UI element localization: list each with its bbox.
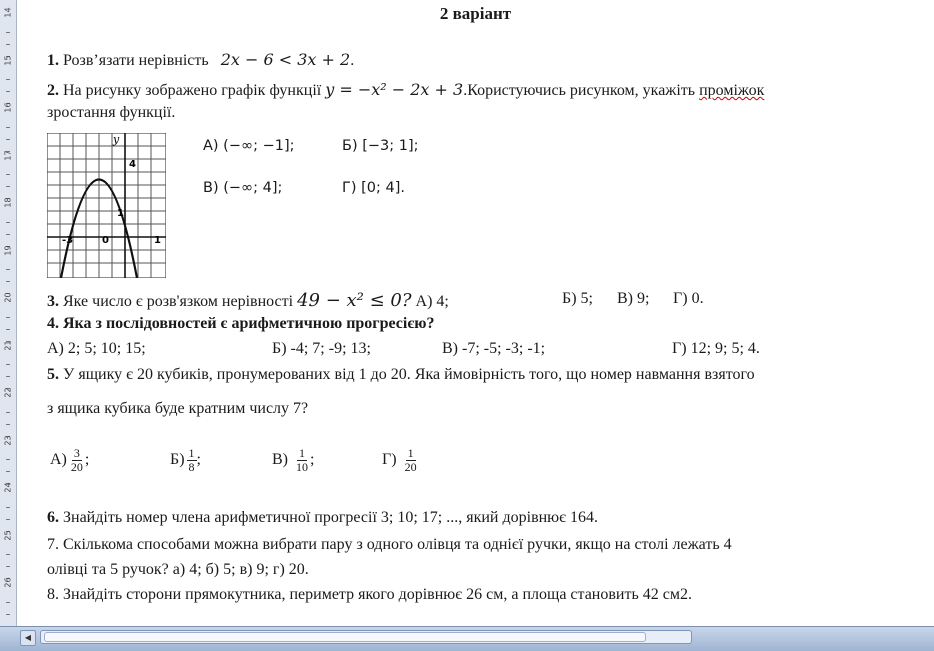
- ruler-number: 18: [3, 197, 13, 208]
- tick-1-x: 1: [154, 235, 161, 246]
- question-3: 3. Яке число є розв'язком нерівності 49 − x² ≤ 0? А) 4;: [47, 290, 449, 311]
- ruler-tick: [6, 32, 10, 33]
- ruler-number: 14: [3, 7, 13, 18]
- q5-option-v: В) $\frac{1}{10}$ ;: [272, 446, 315, 474]
- ruler-tick: [6, 507, 10, 508]
- spellcheck-word: проміжок: [699, 82, 765, 99]
- question-8: 8. Знайдіть сторони прямокутника, периметр якого дорівнює 26 см, а площа становить 42 см2.: [47, 586, 692, 603]
- ruler-tick: [6, 459, 10, 460]
- question-2-line-2: зростання функції.: [47, 104, 176, 121]
- q2-option-b: Б) [−3; 1];: [342, 138, 419, 154]
- q5-option-g: Г) $\frac{1}{20}$: [382, 446, 417, 474]
- q2-option-g: Г) [0; 4].: [342, 180, 405, 196]
- q3-option-g: Г) 0.: [673, 290, 704, 307]
- parabola-graph: [47, 133, 166, 278]
- ruler-number: 24: [3, 482, 13, 493]
- q2-option-a: А) (−∞; −1];: [203, 138, 295, 154]
- question-7-line-2: олівці та 5 ручок? а) 4; б) 5; в) 9; г) 20.: [47, 561, 309, 578]
- ruler-tick: [6, 566, 10, 567]
- question-1: 1. Розв’язати нерівність 2x − 6 < 3x + 2.: [47, 50, 355, 69]
- page-title: 2 варіант: [439, 4, 512, 23]
- ruler-tick: [6, 317, 10, 318]
- question-5-line-2: з ящика кубика буде кратним числу 7?: [47, 400, 309, 417]
- ruler-tick: [6, 519, 10, 520]
- ruler-number: 25: [3, 529, 13, 541]
- ruler-tick: [6, 186, 10, 187]
- document-page: [17, 0, 934, 626]
- function-formula: y = −x² − 2x + 3: [325, 80, 464, 99]
- tick-4: 4: [129, 159, 136, 170]
- ruler-tick: [6, 139, 10, 140]
- q3-option-v: В) 9;: [617, 290, 650, 307]
- ruler-tick: [6, 329, 10, 330]
- question-3-expr: 49 − x² ≤ 0?: [297, 290, 412, 311]
- question-1-expr: 2x − 6 < 3x + 2: [220, 50, 351, 69]
- ruler-number: 26: [3, 577, 13, 588]
- ruler-number: 23: [3, 434, 13, 446]
- ruler-tick: [6, 222, 10, 223]
- ruler-number: 22: [3, 387, 13, 398]
- ruler-tick: [6, 281, 10, 282]
- q3-option-b: Б) 5;: [562, 290, 593, 307]
- scrollbar-thumb[interactable]: [44, 632, 646, 642]
- ruler-number: 20: [3, 292, 13, 303]
- q4-option-v: В) -7; -5; -3; -1;: [442, 340, 546, 357]
- fraction: $\frac{1}{8}$: [188, 446, 195, 474]
- ruler-tick: [6, 269, 10, 270]
- fraction: $\frac{1}{20}$: [404, 446, 417, 474]
- ruler-number: 21: [3, 339, 13, 351]
- ruler-tick: [6, 79, 10, 80]
- q4-option-b: Б) -4; 7; -9; 13;: [272, 340, 371, 357]
- ruler-tick: [6, 174, 10, 175]
- ruler-tick: [6, 554, 10, 555]
- fraction: $\frac{1}{10}$: [296, 446, 308, 474]
- scroll-left-button[interactable]: ◀: [20, 630, 36, 646]
- q2-option-v: В) (−∞; 4];: [203, 180, 283, 196]
- ruler-tick: [6, 602, 10, 603]
- ruler-tick: [6, 234, 10, 235]
- ruler-tick: [6, 471, 10, 472]
- ruler-number: 16: [3, 102, 13, 113]
- question-2-line-1: 2. На рисунку зображено графік функції y = −x² − 2x + 3.Користуючись рисунком, укажіть проміжок: [47, 80, 765, 99]
- ruler-number: 17: [3, 149, 13, 161]
- y-axis-label: y: [113, 133, 120, 146]
- q4-option-a: А) 2; 5; 10; 15;: [47, 340, 146, 357]
- q4-option-g: Г) 12; 9; 5; 4.: [672, 340, 760, 357]
- ruler-number: 19: [3, 244, 13, 256]
- tick-1-y: 1: [117, 208, 124, 219]
- ruler-tick: [6, 424, 10, 425]
- q5-option-b: Б) $\frac{1}{8}$ ;: [170, 446, 201, 474]
- ruler-tick: [6, 127, 10, 128]
- origin-label: 0: [102, 235, 109, 246]
- fraction: $\frac{3}{20}$: [70, 446, 83, 474]
- q5-option-a: А) $\frac{3}{20}$ ;: [50, 446, 90, 474]
- ruler-number: 15: [3, 54, 13, 66]
- question-1-text: Розв’язати нерівність: [63, 52, 209, 69]
- ruler-tick: [6, 44, 10, 45]
- question-6: 6. Знайдіть номер члена арифметичної прогресії 3; 10; 17; ..., який дорівнює 164.: [47, 509, 598, 526]
- ruler-tick: [6, 364, 10, 365]
- question-5-line-1: 5. У ящику є 20 кубиків, пронумерованих від 1 до 20. Яка ймовірність того, що номер навмання взятого: [47, 366, 755, 383]
- tick-minus-3: -3: [62, 235, 74, 246]
- question-7-line-1: 7. Скількома способами можна вибрати пару з одного олівця та однієї ручки, якщо на столі лежать 4: [47, 536, 732, 553]
- ruler-tick: [6, 412, 10, 413]
- vertical-ruler: [0, 0, 17, 626]
- horizontal-scrollbar[interactable]: [40, 630, 692, 644]
- ruler-tick: [6, 91, 10, 92]
- question-4: 4. Яка з послідовностей є арифметичною прогресією?: [47, 315, 435, 332]
- ruler-tick: [6, 376, 10, 377]
- ruler-tick: [6, 614, 10, 615]
